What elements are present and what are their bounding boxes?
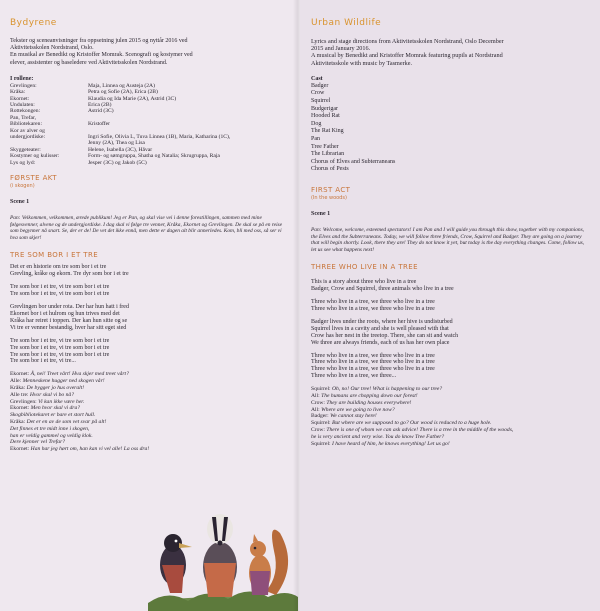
cast-item: Pan [311, 135, 320, 142]
dialogue-line [10, 446, 290, 453]
cast-table [10, 83, 290, 166]
right-page [300, 0, 600, 611]
lyric-line: Tre som bor i et tre, vi tre som bor i et tre [10, 351, 110, 358]
speaker: All: [311, 392, 320, 399]
dialogue-line [311, 407, 590, 414]
right-title: Urban Wildlife [311, 18, 382, 28]
cast-role: Kor av alver og [10, 127, 45, 134]
cast-item: Dog [311, 120, 322, 127]
lyric-line: Tre som bor i et tre, vi tre som bor i et tre [10, 284, 110, 291]
dialogue-line [10, 426, 290, 433]
cast-actor: Maja, Linnea og Austeja (2A) [88, 82, 155, 89]
dialogue-line [10, 439, 290, 446]
song-title: THREE WHO LIVE IN A TREE [311, 263, 418, 272]
cast-role: Kostymer og kulisser: [10, 153, 60, 160]
line-text: They are building houses everywhere! [326, 399, 412, 406]
lyric-line: Tre som bor i et tre, vi tre... [10, 358, 76, 365]
cast-item: The Librarian [311, 151, 345, 158]
intro-line: Aktivitetsskole with music by Tasmerke. [311, 59, 413, 67]
song-stanza [10, 338, 290, 366]
scene-text: Pan: Welcome, welcome, esteemed spectators! I am Pan and I will guide you through this show, together with my companions, the Elves and the Subterraneans. Today, we will follow three friends, Crow, Squirrel and Badger. They are going on a journey that will begin shortly. Look, there they are! They do not know it yet, but today is the day everything changes. Come, follow us, let us see what happens next! [311, 226, 585, 253]
line-text: Å, nei! Treet vårt! Hva skjer med treet vårt? [30, 371, 129, 378]
dialogue-line [10, 419, 290, 426]
speaker: Crow: [311, 426, 325, 433]
lyric-line: Tre som bor i et tre, vi tre som bor i et tre [10, 291, 110, 298]
cast-item: Crow [311, 90, 325, 97]
speaker: Crow: [311, 399, 325, 406]
dialogue-line [311, 413, 590, 420]
dialogue-line [10, 399, 290, 406]
intro-line: En musikal av Benedikt og Kristoffer Momrak. Scenografi og kostymer ved [10, 52, 193, 59]
scene-heading: Scene 1 [10, 199, 30, 206]
cast-row [10, 160, 290, 166]
cast-actor: Kristoffer [88, 121, 110, 128]
speaker: Kråka: [10, 384, 26, 391]
speaker: All: [311, 406, 320, 413]
song-stanza [311, 353, 590, 381]
act-subtitle: (In the woods) [311, 194, 347, 201]
line-text: I have heard of him, he knows everything! Let us go! [331, 440, 450, 447]
squirrel-figure [249, 530, 288, 595]
song-stanza [311, 279, 590, 293]
line-text: Menneskene hugger ned skogen vår! [22, 378, 105, 385]
line-text: Vi kan ikke være her. [38, 398, 85, 405]
cast-role: Ekornet: [10, 95, 30, 102]
lyric-line: Squirrel lives in a cavity and she is well pleased with that [311, 325, 449, 332]
line-text: The humans are chopping down our forest! [321, 392, 418, 399]
cast-list [311, 83, 590, 174]
cast-role: undergjordiske: [10, 134, 46, 141]
line-text: Skogbibliotekaret er bare et stort hull. [10, 412, 96, 419]
cast-actor: Petra og Sofie (2A), Erica (2B) [88, 89, 158, 96]
speaker: Ekornet: [10, 371, 30, 378]
line-text: Oh, no! Our tree! What is happening to our tree? [331, 386, 443, 393]
cast-heading: Cast [311, 75, 323, 82]
dialogue-line [311, 393, 590, 400]
cast-actor: Helene, Isabella (3C), Håvar [88, 146, 153, 153]
lyric-line: Three who live in a tree, we three who live in a tree [311, 306, 435, 313]
cast-role: Grevlingen: [10, 82, 37, 89]
scene-text: Pan: Velkommen, velkommen, ærede publikum! Jeg er Pan, og skal vise vei i denne forestillingen, sammen med mine følgesvenner, alvene og de undergjordiske. I dag skal vi følge tre venner, Kråka, Ekornet og Grevlingen. De skal se på en reise som begynner nå snart. Se, der er de! De vet det ikke ennå, men dette er dagen alt blir annerledes. Kom, bli med oss, så ser vi hva som skjer! [10, 215, 283, 241]
lyric-line: Badger, Crow and Squirrel, three animals who live in a tree [311, 286, 454, 293]
left-title: Bydyrene [10, 18, 57, 28]
dialogue-line [311, 441, 590, 448]
dialogue-line [10, 392, 290, 399]
intro-line: Lyrics and stage directions from Aktivitetsskolen Nordstrand, Oslo December [311, 38, 504, 45]
line-text: Men hvor skal vi dra? [30, 405, 81, 412]
lyric-line: Three who live in a tree, we three who live in a tree [311, 366, 435, 373]
right-intro [311, 38, 590, 67]
act-title: FØRSTE AKT [10, 174, 57, 183]
dialogue-line [311, 434, 590, 441]
dialogue-line [311, 400, 590, 407]
cast-actor: Klaudia og Ida Marie (2A), Astrid (3C) [88, 95, 177, 102]
lyric-line: This is a story about three who live in a tree [311, 279, 417, 286]
cast-item: Tree Father [311, 143, 339, 150]
crow-figure [160, 534, 192, 593]
lyric-line: Ekornet bor i et hulrom og hun trives med det [10, 311, 120, 317]
act-subtitle: (i skogen) [10, 183, 35, 190]
line-text: There is one of whom we can ask advice! There is a tree in the middle of the woods, [326, 426, 514, 433]
intro-line: Aktivitetsskolen Nordstrand, Oslo. [10, 45, 94, 52]
cast-item: Squirrel [311, 98, 331, 104]
song-stanza [311, 299, 590, 313]
speaker: Alle: [10, 378, 22, 385]
speaker: Alle tre: [10, 391, 29, 398]
animal-illustration [148, 485, 298, 611]
speaker: Kråka: [10, 418, 26, 425]
speaker: Squirrel: [311, 420, 331, 427]
dialogue-line [311, 386, 590, 393]
line-text: Dere kjenner vel Trefar? [10, 439, 66, 446]
line-text: We cannot stay here! [330, 413, 377, 420]
line-text: Han har jeg hørt om, han kan vi vel alle! La oss dra! [30, 446, 150, 453]
line-text: De bygger jo hus overalt! [26, 384, 85, 391]
line-text: Det er en av de som vet svar på alt! [26, 418, 107, 425]
cast-heading: I rollene: [10, 75, 34, 82]
lyric-line: Badger lives under the roots, where her hive is undisturbed [311, 318, 453, 325]
cast-actor: Jesper (3C) og Jakob (5C) [88, 159, 147, 166]
speaker: Grevlingen: [10, 398, 37, 405]
lyric-line: Three who live in a tree, we three... [311, 373, 397, 380]
cast-role: Kråka: [10, 89, 26, 96]
cast-role: Bibliotekaren: [10, 121, 43, 128]
cast-role: Pan, Trefar, [10, 114, 37, 121]
cast-actor: Astrid (3C) [88, 108, 114, 115]
cast-item: Budgerigar [311, 105, 338, 112]
line-text: But where are we supposed to go? Our wood is reduced to a huge hole. [331, 420, 492, 427]
lyric-line: Three who live in a tree, we three who live in a tree [311, 359, 435, 366]
dialogue-line [10, 378, 290, 385]
speaker: Badger: [311, 413, 329, 420]
lyric-line: Three who live in a tree, we three who live in a tree [311, 352, 435, 359]
line-text: Where are we going to live now? [321, 406, 395, 413]
cast-item: The Rat King [311, 128, 344, 135]
speaker: Ekornet: [10, 446, 30, 453]
intro-line: A musical by Benedikt and Kristoffer Momrak featuring pupils at Nordstrand [311, 52, 503, 60]
cast-role: Rottekongen: [10, 108, 41, 115]
cast-role: Undulaten: [10, 102, 35, 109]
dialogue-line [311, 420, 590, 427]
speaker: Squirrel: [311, 386, 331, 393]
cast-item: Chorus of Elves and Subterraneans [311, 158, 396, 165]
line-text: han er veldig gammel og veldig klok. [10, 432, 93, 439]
cast-item: Badger [311, 82, 329, 89]
lyric-line: Three who live in a tree, we three who live in a tree [311, 299, 435, 306]
lyric-line: Tre som bor i et tre, vi tre som bor i et tre [10, 337, 110, 344]
song-stanza [10, 264, 290, 278]
speaker: Ekornet: [10, 405, 30, 412]
lyric-line: Grevlingen bor under rota. Der har hun hatt i fred [10, 304, 129, 311]
dialogue-line [10, 412, 290, 419]
cast-role: Skyggeteater: [10, 146, 41, 153]
intro-line: 2015 and January 2016. [311, 45, 371, 53]
lyric-line: Crow has her nest in the treetop. There, she can sit and watch [311, 332, 459, 339]
badger-figure [203, 514, 237, 597]
song-title: TRE SOM BOR I ET TRE [10, 251, 99, 260]
cast-role: Lys og lyd: [10, 159, 36, 166]
line-text: Hvor skal vi bo nå? [29, 391, 75, 398]
song-stanza [10, 284, 290, 298]
dialogue [10, 371, 290, 453]
dialogue-line [10, 385, 290, 392]
lyric-line: Det er en historie om tre som bor i et tre [10, 264, 107, 271]
lyric-line: Tre som bor i et tre, vi tre som bor i et tre [10, 344, 110, 351]
cast-actor: Jenny (2A), Thea og Lisa [88, 140, 145, 147]
lyric-line: Grevling, kråke og ekorn. Tre dyr som bor i et tre [10, 271, 129, 278]
intro-line: Tekster og sceneanvisninger fra oppsetning julen 2015 og nyttår 2016 ved [10, 38, 188, 44]
line-text: he is very ancient and very wise. You do know Tree Father? [311, 433, 445, 440]
act-title: FIRST ACT [311, 185, 351, 194]
song-stanza [311, 319, 590, 347]
lyric-line: Kråka har reiret i toppen. Der kan hun sitte og se [10, 317, 128, 324]
scene-heading: Scene 1 [311, 210, 331, 217]
dialogue-line [311, 427, 590, 434]
cast-item: Chorus of Pests [311, 166, 349, 173]
intro-line: elever, assistenter og baseledere ved Aktivitetsskolen Nordstrand. [10, 59, 168, 66]
song-stanza [10, 304, 290, 332]
dialogue-line [10, 405, 290, 412]
lyric-line: We three are always friends, each of us has her own place [311, 339, 450, 346]
dialogue [311, 386, 590, 447]
lyric-line: Vi tre er venner bestandig, hver har sitt eget sted [10, 324, 127, 331]
cast-actor: Erica (2B) [88, 102, 112, 109]
cast-item: Hooded Rat [311, 113, 340, 120]
cast-actor: Form- og sømgruppa, Shatha og Natalia; Skrugruppa, Raja [88, 153, 220, 160]
left-intro [10, 38, 290, 67]
line-text: Det finnes et tre midt inne i skogen, [10, 425, 90, 432]
cast-actor: Ingri Sofie, Olivia L, Tuva Linnea (1B), Maria, Katharina (1C), [88, 134, 231, 141]
speaker: Squirrel: [311, 440, 331, 447]
